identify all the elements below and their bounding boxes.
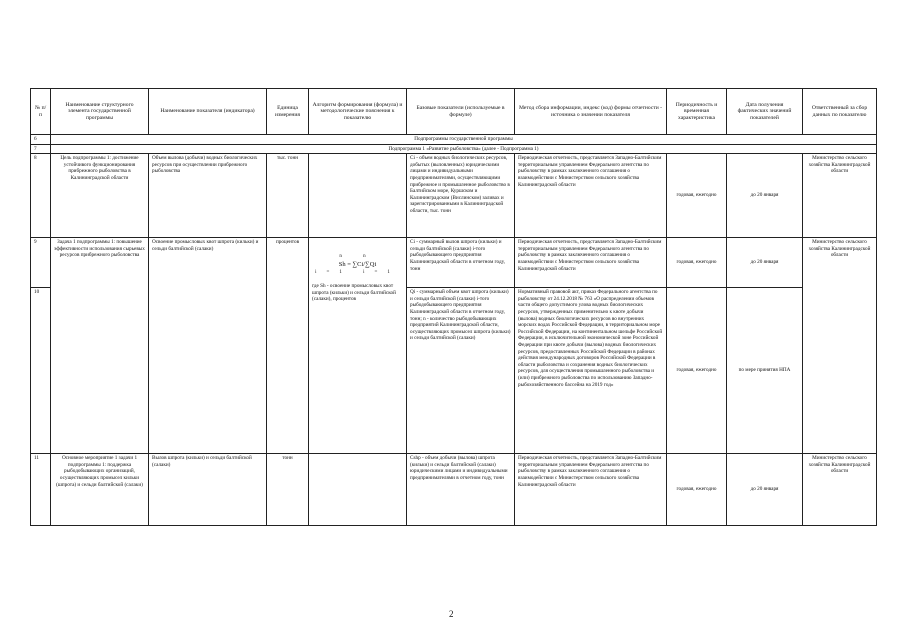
indicator-name: Вылов шпрота (кильки) и сельди балтийской (салаки) bbox=[149, 454, 267, 526]
formula-upper-limits: n n bbox=[339, 254, 376, 260]
indicator-table bbox=[30, 88, 877, 526]
section-row-programs bbox=[31, 135, 877, 145]
periodicity: годовая, ежегодно bbox=[667, 288, 727, 454]
header-period: Периодичность и временная характеристика bbox=[667, 89, 727, 135]
periodicity: годовая, ежегодно bbox=[667, 238, 727, 288]
unit: тыс. тонн bbox=[267, 154, 309, 238]
structural-element: Основное мероприятие 1 задачи 1 подпрограммы 1: поддержка рыбодобывающих организаций, осуществляющих промысел кильки (шпрота) и сельди балтийской (салаки) bbox=[51, 454, 149, 526]
header-num: № п/п bbox=[31, 89, 51, 135]
collection-method: Периодическая отчетность, представляется Западно-Балтийским территориальным управлением Федерального агентства по рыболовству в рамках заключенного соглашения о взаимодействии с Министерством сельского хозяйства Калининградской области bbox=[515, 238, 667, 288]
section-row-subprogram bbox=[31, 144, 877, 154]
table-row bbox=[31, 154, 877, 238]
subprogram-title: Подпрограмма 1 «Развитие рыболовства» (далее - Подпрограмма 1) bbox=[51, 144, 877, 154]
formula: Sh = ∑Ci/∑Qi bbox=[338, 261, 377, 269]
collection-method: Периодическая отчетность, представляется Западно-Балтийским территориальным управлением Федерального агентства по рыболовству в рамках заключенного соглашения о взаимодействии с Министерством сельского хозяйства Калининградской области bbox=[515, 454, 667, 526]
header-unit: Единица измерения bbox=[267, 89, 309, 135]
header-method: Метод сбора информации, индекс (код) формы отчетности - источника о значении показателя bbox=[515, 89, 667, 135]
formula-block bbox=[312, 253, 403, 277]
row-num: 7 bbox=[31, 144, 51, 154]
data-date: до 20 января bbox=[727, 454, 803, 526]
responsible: Министерство сельского хозяйства Калининградской области bbox=[803, 238, 877, 454]
data-date: до 20 января bbox=[727, 238, 803, 288]
row-num: 11 bbox=[31, 454, 51, 526]
header-base: Базовые показатели (используемые в формуле) bbox=[407, 89, 515, 135]
data-date: до 20 января bbox=[727, 154, 803, 238]
structural-element: Задача 1 подпрограммы 1: повышение эффективности использования сырьевых ресурсов прибрежного рыболовства bbox=[51, 238, 149, 454]
indicator-name: Освоение промысловых квот шпрота (кильки) и сельди балтийской (салаки) bbox=[149, 238, 267, 454]
row-num: 9 bbox=[31, 238, 51, 288]
base-indicators: Qi - суммарный объем квот шпрота (кильки) и сельди балтийской (салаки) i-того рыбодобывающего предприятия Калининградской области в отчетном году, тонн; n - количество рыбодобывающих предприятий Калининградской области, осуществляющих промысел шпрота (кильки) и сельди балтийской (салаки) bbox=[407, 288, 515, 454]
row-num: 8 bbox=[31, 154, 51, 238]
algorithm bbox=[309, 154, 407, 238]
section-title: Подпрограммы государственной программы bbox=[51, 135, 877, 145]
periodicity: годовая, ежегодно bbox=[667, 154, 727, 238]
formula-lower-limits: i=1 i=1 bbox=[315, 270, 400, 276]
unit: тонн bbox=[267, 454, 309, 526]
header-date: Дата получения фактических значений показателей bbox=[727, 89, 803, 135]
table-header-row bbox=[31, 89, 877, 135]
indicator-name: Объем вылова (добычи) водных биологических ресурсов при осуществлении прибрежного рыболовства bbox=[149, 154, 267, 238]
unit: процентов bbox=[267, 238, 309, 454]
responsible: Министерство сельского хозяйства Калининградской области bbox=[803, 154, 877, 238]
base-indicators: Cshp - объем добычи (вылова) шпрота (кильки) и сельди балтийской (салаки) юридическими лицами и индивидуальными предпринимателями в отчетном году, тонн bbox=[407, 454, 515, 526]
formula-explanation: где Sh - освоение промысловых квот шпрота (кильки) и сельди балтийской (салаки), процентов bbox=[312, 283, 396, 303]
collection-method: Нормативный правовой акт, приказ Федерального агентства по рыболовству от 24.12.2018 № 763 «О распределении объемов части общего допустимого улова водных биологических ресурсов, утвержденных применительно к квоте добычи (вылова) водных биологических ресурсов во внутренних морских водах Российской Федерации, в территориальном море Российской Федерации, на континентальном шельфе Российской Федерации, в исключительной экономической зоне Российской Федерации при квоте добычи (вылова) водных биологических ресурсов, предоставленных Российской Федерации в районах действия международных договоров Российской Федерации в области рыболовства и сохранения водных биологических ресурсов, для осуществления промышленного рыболовства и (или) прибрежного рыболовства по использованию Западно-рыбохозяйственного бассейна на 2019 год» bbox=[515, 288, 667, 454]
row-num: 10 bbox=[31, 288, 51, 454]
base-indicators: Ci - объем водных биологических ресурсов, добытых (выловленных) юридическими лицами и индивидуальными предпринимателями, осуществляющими прибрежное и промышленное рыболовство в Балтийском море, Куршском и Калининградском (Вислинском) заливах и зарегистрированными в Калининградской области, тыс. тонн bbox=[407, 154, 515, 238]
page-number: 2 bbox=[449, 609, 454, 619]
base-indicators: Ci - суммарный вылов шпрота (кильки) и сельди балтийской (салаки) i-того рыбодобывающего предприятия Калининградской области в отчетном году, тонн bbox=[407, 238, 515, 288]
row-num: 6 bbox=[31, 135, 51, 145]
algorithm-formula bbox=[309, 238, 407, 454]
header-indicator: Наименование показателя (индикатора) bbox=[149, 89, 267, 135]
table-row bbox=[31, 454, 877, 526]
collection-method: Периодическая отчетность, представляется Западно-Балтийским территориальным управлением Федерального агентства по рыболовству в рамках заключенного соглашения о взаимодействии с Министерством сельского хозяйства Калининградской области bbox=[515, 154, 667, 238]
table-row bbox=[31, 238, 877, 288]
header-element: Наименование структурного элемента государственной программы bbox=[51, 89, 149, 135]
responsible: Министерство сельского хозяйства Калининградской области bbox=[803, 454, 877, 526]
structural-element: Цель подпрограммы 1: достижение устойчивого функционирования прибрежного рыболовства в Калининградской области bbox=[51, 154, 149, 238]
periodicity: годовая, ежегодно bbox=[667, 454, 727, 526]
header-algorithm: Алгоритм формирования (формула) и методологические пояснения к показателю bbox=[309, 89, 407, 135]
header-responsible: Ответственный за сбор данных по показателю bbox=[803, 89, 877, 135]
data-date: по мере принятия НПА bbox=[727, 288, 803, 454]
algorithm bbox=[309, 454, 407, 526]
